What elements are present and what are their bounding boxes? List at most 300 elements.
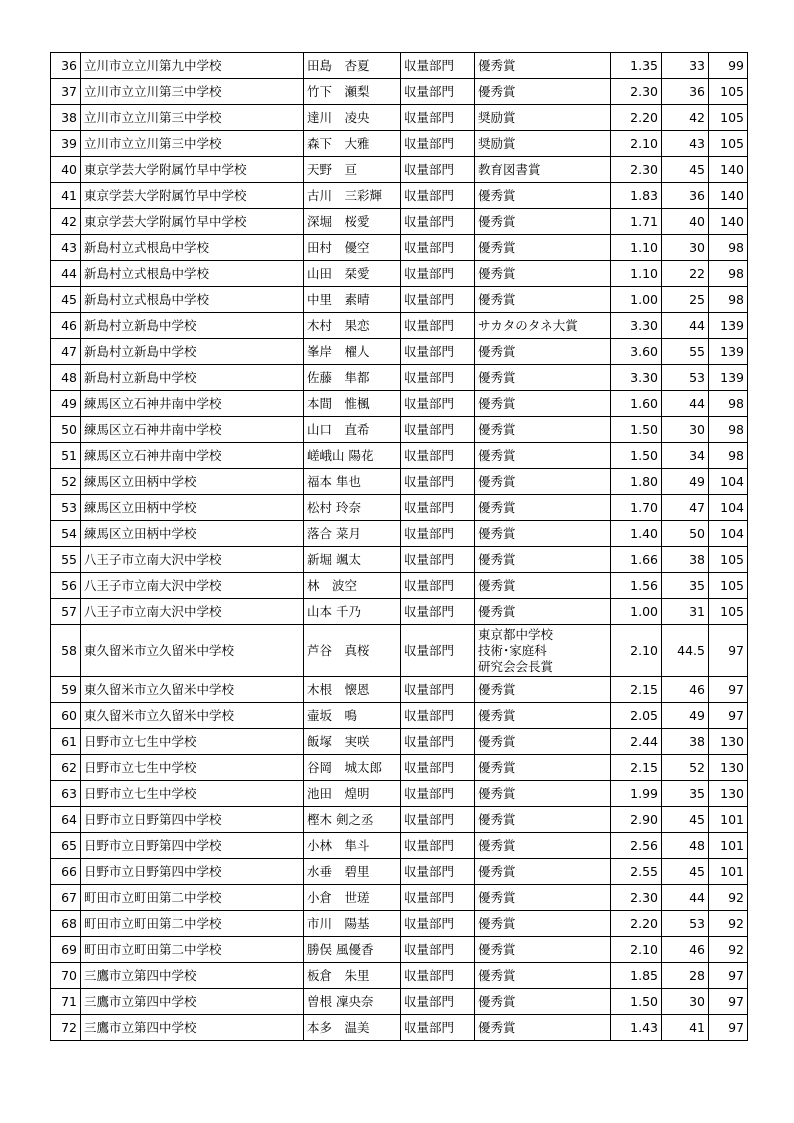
value-1-cell: 1.60 — [611, 391, 662, 417]
award-cell: 優秀賞 — [475, 209, 611, 235]
value-3-cell: 105 — [709, 79, 748, 105]
value-1-cell: 2.55 — [611, 859, 662, 885]
student-name-cell: 飯塚 実咲 — [304, 729, 401, 755]
table-row — [51, 235, 748, 261]
value-1-cell: 2.30 — [611, 79, 662, 105]
value-2-cell: 34 — [662, 443, 709, 469]
row-number-cell: 39 — [51, 131, 81, 157]
category-cell: 収量部門 — [401, 625, 475, 677]
school-name-cell: 日野市立七生中学校 — [81, 755, 304, 781]
value-2-cell: 31 — [662, 599, 709, 625]
row-number-cell: 45 — [51, 287, 81, 313]
student-name-cell: 古川 三彩輝 — [304, 183, 401, 209]
award-cell: 優秀賞 — [475, 677, 611, 703]
student-name-cell: 田島 杏夏 — [304, 53, 401, 79]
value-3-cell: 101 — [709, 859, 748, 885]
table-row — [51, 833, 748, 859]
student-name-cell: 木村 果恋 — [304, 313, 401, 339]
school-name-cell: 日野市立日野第四中学校 — [81, 859, 304, 885]
award-cell: 奨励賞 — [475, 105, 611, 131]
student-name-cell: 落合 菜月 — [304, 521, 401, 547]
student-name-cell: 木根 懐恩 — [304, 677, 401, 703]
value-1-cell: 1.35 — [611, 53, 662, 79]
category-cell: 収量部門 — [401, 1015, 475, 1041]
school-name-cell: 三鷹市立第四中学校 — [81, 1015, 304, 1041]
value-3-cell: 98 — [709, 417, 748, 443]
value-3-cell: 139 — [709, 365, 748, 391]
category-cell: 収量部門 — [401, 781, 475, 807]
award-cell: 優秀賞 — [475, 391, 611, 417]
value-3-cell: 97 — [709, 677, 748, 703]
value-2-cell: 53 — [662, 911, 709, 937]
value-3-cell: 99 — [709, 53, 748, 79]
student-name-cell: 深堀 桜愛 — [304, 209, 401, 235]
value-2-cell: 46 — [662, 937, 709, 963]
award-cell: 優秀賞 — [475, 521, 611, 547]
row-number-cell: 69 — [51, 937, 81, 963]
award-cell: 優秀賞 — [475, 781, 611, 807]
category-cell: 収量部門 — [401, 833, 475, 859]
value-2-cell: 44 — [662, 391, 709, 417]
student-name-cell: 中里 素晴 — [304, 287, 401, 313]
student-name-cell: 竹下 瀬梨 — [304, 79, 401, 105]
award-cell: 優秀賞 — [475, 573, 611, 599]
value-1-cell: 1.70 — [611, 495, 662, 521]
row-number-cell: 58 — [51, 625, 81, 677]
row-number-cell: 42 — [51, 209, 81, 235]
category-cell: 収量部門 — [401, 807, 475, 833]
student-name-cell: 山田 栞愛 — [304, 261, 401, 287]
award-cell: 奨励賞 — [475, 131, 611, 157]
value-2-cell: 38 — [662, 729, 709, 755]
row-number-cell: 47 — [51, 339, 81, 365]
value-2-cell: 28 — [662, 963, 709, 989]
category-cell: 収量部門 — [401, 859, 475, 885]
value-3-cell: 92 — [709, 937, 748, 963]
student-name-cell: 達川 凌央 — [304, 105, 401, 131]
school-name-cell: 日野市立七生中学校 — [81, 781, 304, 807]
student-name-cell: 本間 惟楓 — [304, 391, 401, 417]
row-number-cell: 38 — [51, 105, 81, 131]
value-3-cell: 104 — [709, 521, 748, 547]
value-3-cell: 98 — [709, 261, 748, 287]
category-cell: 収量部門 — [401, 677, 475, 703]
value-3-cell: 98 — [709, 235, 748, 261]
row-number-cell: 48 — [51, 365, 81, 391]
award-cell: 優秀賞 — [475, 547, 611, 573]
school-name-cell: 日野市立日野第四中学校 — [81, 807, 304, 833]
value-3-cell: 97 — [709, 989, 748, 1015]
table-row — [51, 261, 748, 287]
student-name-cell: 峯岸 櫂人 — [304, 339, 401, 365]
value-3-cell: 139 — [709, 313, 748, 339]
school-name-cell: 新島村立新島中学校 — [81, 313, 304, 339]
student-name-cell: 市川 陽基 — [304, 911, 401, 937]
value-2-cell: 22 — [662, 261, 709, 287]
table-row — [51, 911, 748, 937]
category-cell: 収量部門 — [401, 313, 475, 339]
row-number-cell: 43 — [51, 235, 81, 261]
award-cell: サカタのタネ大賞 — [475, 313, 611, 339]
row-number-cell: 55 — [51, 547, 81, 573]
value-1-cell: 2.20 — [611, 911, 662, 937]
school-name-cell: 新島村立式根島中学校 — [81, 287, 304, 313]
row-number-cell: 51 — [51, 443, 81, 469]
row-number-cell: 44 — [51, 261, 81, 287]
row-number-cell: 50 — [51, 417, 81, 443]
student-name-cell: 芦谷 真桜 — [304, 625, 401, 677]
school-name-cell: 新島村立新島中学校 — [81, 339, 304, 365]
award-cell: 優秀賞 — [475, 859, 611, 885]
student-name-cell: 小林 隼斗 — [304, 833, 401, 859]
row-number-cell: 36 — [51, 53, 81, 79]
category-cell: 収量部門 — [401, 963, 475, 989]
value-2-cell: 36 — [662, 183, 709, 209]
student-name-cell: 森下 大雅 — [304, 131, 401, 157]
value-1-cell: 1.00 — [611, 599, 662, 625]
award-cell: 優秀賞 — [475, 365, 611, 391]
table-row — [51, 859, 748, 885]
school-name-cell: 練馬区立田柄中学校 — [81, 495, 304, 521]
value-2-cell: 36 — [662, 79, 709, 105]
award-cell: 優秀賞 — [475, 755, 611, 781]
student-name-cell: 壷坂 鳴 — [304, 703, 401, 729]
award-line: 東京都中学校 — [478, 626, 554, 642]
table-row — [51, 1015, 748, 1041]
value-2-cell: 52 — [662, 755, 709, 781]
table-row — [51, 625, 748, 677]
table-row — [51, 781, 748, 807]
category-cell: 収量部門 — [401, 209, 475, 235]
row-number-cell: 37 — [51, 79, 81, 105]
value-2-cell: 38 — [662, 547, 709, 573]
category-cell: 収量部門 — [401, 521, 475, 547]
table-row — [51, 703, 748, 729]
table-row — [51, 391, 748, 417]
category-cell: 収量部門 — [401, 937, 475, 963]
row-number-cell: 70 — [51, 963, 81, 989]
award-cell: 優秀賞 — [475, 469, 611, 495]
value-1-cell: 1.50 — [611, 417, 662, 443]
award-cell: 優秀賞 — [475, 495, 611, 521]
table-row — [51, 157, 748, 183]
value-1-cell: 1.00 — [611, 287, 662, 313]
table-row — [51, 807, 748, 833]
value-2-cell: 44 — [662, 313, 709, 339]
value-2-cell: 40 — [662, 209, 709, 235]
award-cell: 優秀賞 — [475, 599, 611, 625]
school-name-cell: 八王子市立南大沢中学校 — [81, 547, 304, 573]
school-name-cell: 立川市立立川第三中学校 — [81, 105, 304, 131]
school-name-cell: 新島村立式根島中学校 — [81, 235, 304, 261]
row-number-cell: 62 — [51, 755, 81, 781]
table-row — [51, 547, 748, 573]
award-cell: 優秀賞 — [475, 963, 611, 989]
school-name-cell: 練馬区立石神井南中学校 — [81, 391, 304, 417]
value-3-cell: 130 — [709, 781, 748, 807]
value-1-cell: 1.43 — [611, 1015, 662, 1041]
table-row — [51, 443, 748, 469]
student-name-cell: 山本 千乃 — [304, 599, 401, 625]
row-number-cell: 41 — [51, 183, 81, 209]
award-line: 研究会会長賞 — [478, 658, 554, 674]
value-1-cell: 1.85 — [611, 963, 662, 989]
value-3-cell: 97 — [709, 703, 748, 729]
table-row — [51, 313, 748, 339]
value-2-cell: 47 — [662, 495, 709, 521]
value-2-cell: 55 — [662, 339, 709, 365]
table-row — [51, 521, 748, 547]
school-name-cell: 新島村立式根島中学校 — [81, 261, 304, 287]
award-cell: 優秀賞 — [475, 183, 611, 209]
value-3-cell: 105 — [709, 573, 748, 599]
award-cell: 優秀賞 — [475, 53, 611, 79]
student-name-cell: 福本 隼也 — [304, 469, 401, 495]
value-2-cell: 30 — [662, 235, 709, 261]
school-name-cell: 練馬区立石神井南中学校 — [81, 417, 304, 443]
category-cell: 収量部門 — [401, 131, 475, 157]
row-number-cell: 40 — [51, 157, 81, 183]
award-cell: 優秀賞 — [475, 807, 611, 833]
school-name-cell: 東京学芸大学附属竹早中学校 — [81, 183, 304, 209]
value-1-cell: 1.10 — [611, 235, 662, 261]
value-2-cell: 44 — [662, 885, 709, 911]
award-cell: 優秀賞 — [475, 339, 611, 365]
value-3-cell: 92 — [709, 885, 748, 911]
results-table — [50, 52, 748, 1041]
value-2-cell: 30 — [662, 417, 709, 443]
student-name-cell: 板倉 朱里 — [304, 963, 401, 989]
award-cell: 優秀賞 — [475, 937, 611, 963]
student-name-cell: 樫木 剣之丞 — [304, 807, 401, 833]
school-name-cell: 町田市立町田第二中学校 — [81, 911, 304, 937]
row-number-cell: 67 — [51, 885, 81, 911]
table-row — [51, 729, 748, 755]
school-name-cell: 町田市立町田第二中学校 — [81, 885, 304, 911]
value-1-cell: 2.15 — [611, 677, 662, 703]
category-cell: 収量部門 — [401, 53, 475, 79]
table-row — [51, 937, 748, 963]
value-1-cell: 1.40 — [611, 521, 662, 547]
row-number-cell: 66 — [51, 859, 81, 885]
value-3-cell: 92 — [709, 911, 748, 937]
school-name-cell: 東久留米市立久留米中学校 — [81, 677, 304, 703]
school-name-cell: 東京学芸大学附属竹早中学校 — [81, 209, 304, 235]
value-1-cell: 1.56 — [611, 573, 662, 599]
value-1-cell: 1.50 — [611, 443, 662, 469]
student-name-cell: 水垂 碧里 — [304, 859, 401, 885]
category-cell: 収量部門 — [401, 287, 475, 313]
school-name-cell: 日野市立日野第四中学校 — [81, 833, 304, 859]
school-name-cell: 立川市立立川第九中学校 — [81, 53, 304, 79]
row-number-cell: 46 — [51, 313, 81, 339]
table-row — [51, 573, 748, 599]
value-3-cell: 104 — [709, 495, 748, 521]
student-name-cell: 本多 温美 — [304, 1015, 401, 1041]
category-cell: 収量部門 — [401, 261, 475, 287]
student-name-cell: 池田 煌明 — [304, 781, 401, 807]
student-name-cell: 田村 優空 — [304, 235, 401, 261]
row-number-cell: 59 — [51, 677, 81, 703]
award-cell: 優秀賞 — [475, 885, 611, 911]
value-3-cell: 97 — [709, 963, 748, 989]
value-1-cell: 2.10 — [611, 625, 662, 677]
school-name-cell: 三鷹市立第四中学校 — [81, 989, 304, 1015]
student-name-cell: 林 波空 — [304, 573, 401, 599]
value-1-cell: 2.15 — [611, 755, 662, 781]
school-name-cell: 三鷹市立第四中学校 — [81, 963, 304, 989]
value-2-cell: 25 — [662, 287, 709, 313]
value-3-cell: 140 — [709, 183, 748, 209]
value-2-cell: 35 — [662, 573, 709, 599]
table-row — [51, 755, 748, 781]
category-cell: 収量部門 — [401, 495, 475, 521]
value-3-cell: 97 — [709, 625, 748, 677]
value-2-cell: 48 — [662, 833, 709, 859]
value-3-cell: 104 — [709, 469, 748, 495]
table-row — [51, 989, 748, 1015]
value-1-cell: 1.71 — [611, 209, 662, 235]
category-cell: 収量部門 — [401, 989, 475, 1015]
value-1-cell: 2.44 — [611, 729, 662, 755]
school-name-cell: 東久留米市立久留米中学校 — [81, 703, 304, 729]
category-cell: 収量部門 — [401, 79, 475, 105]
value-3-cell: 140 — [709, 157, 748, 183]
value-1-cell: 1.80 — [611, 469, 662, 495]
table-row — [51, 599, 748, 625]
school-name-cell: 練馬区立石神井南中学校 — [81, 443, 304, 469]
value-2-cell: 42 — [662, 105, 709, 131]
table-row — [51, 417, 748, 443]
results-table-body — [51, 53, 748, 1041]
row-number-cell: 57 — [51, 599, 81, 625]
award-cell: 優秀賞 — [475, 1015, 611, 1041]
table-row — [51, 287, 748, 313]
category-cell: 収量部門 — [401, 469, 475, 495]
student-name-cell: 曽根 凜央奈 — [304, 989, 401, 1015]
value-1-cell: 3.60 — [611, 339, 662, 365]
award-cell: 優秀賞 — [475, 443, 611, 469]
award-cell: 優秀賞 — [475, 989, 611, 1015]
table-row — [51, 963, 748, 989]
student-name-cell: 小倉 世瑳 — [304, 885, 401, 911]
value-2-cell: 49 — [662, 469, 709, 495]
award-cell: 優秀賞 — [475, 417, 611, 443]
table-row — [51, 183, 748, 209]
value-2-cell: 33 — [662, 53, 709, 79]
row-number-cell: 65 — [51, 833, 81, 859]
value-1-cell: 3.30 — [611, 313, 662, 339]
student-name-cell: 嵯峨山 陽花 — [304, 443, 401, 469]
category-cell: 収量部門 — [401, 755, 475, 781]
category-cell: 収量部門 — [401, 365, 475, 391]
award-line: 技術･家庭科 — [478, 642, 547, 658]
award-cell: 優秀賞 — [475, 729, 611, 755]
value-1-cell: 2.56 — [611, 833, 662, 859]
category-cell: 収量部門 — [401, 703, 475, 729]
value-1-cell: 2.20 — [611, 105, 662, 131]
value-3-cell: 140 — [709, 209, 748, 235]
row-number-cell: 60 — [51, 703, 81, 729]
value-1-cell: 2.05 — [611, 703, 662, 729]
value-2-cell: 45 — [662, 157, 709, 183]
award-cell: 優秀賞 — [475, 833, 611, 859]
award-cell: 優秀賞 — [475, 235, 611, 261]
value-3-cell: 105 — [709, 131, 748, 157]
category-cell: 収量部門 — [401, 105, 475, 131]
value-1-cell: 2.10 — [611, 131, 662, 157]
value-3-cell: 98 — [709, 443, 748, 469]
student-name-cell: 天野 亘 — [304, 157, 401, 183]
table-row — [51, 53, 748, 79]
row-number-cell: 53 — [51, 495, 81, 521]
table-row — [51, 131, 748, 157]
award-cell: 優秀賞 — [475, 287, 611, 313]
row-number-cell: 52 — [51, 469, 81, 495]
value-3-cell: 101 — [709, 807, 748, 833]
row-number-cell: 72 — [51, 1015, 81, 1041]
school-name-cell: 町田市立町田第二中学校 — [81, 937, 304, 963]
school-name-cell: 八王子市立南大沢中学校 — [81, 573, 304, 599]
value-2-cell: 46 — [662, 677, 709, 703]
school-name-cell: 日野市立七生中学校 — [81, 729, 304, 755]
student-name-cell: 勝俣 風優香 — [304, 937, 401, 963]
row-number-cell: 64 — [51, 807, 81, 833]
category-cell: 収量部門 — [401, 885, 475, 911]
row-number-cell: 54 — [51, 521, 81, 547]
row-number-cell: 63 — [51, 781, 81, 807]
value-1-cell: 2.30 — [611, 885, 662, 911]
value-2-cell: 53 — [662, 365, 709, 391]
value-2-cell: 50 — [662, 521, 709, 547]
value-3-cell: 98 — [709, 287, 748, 313]
category-cell: 収量部門 — [401, 183, 475, 209]
row-number-cell: 56 — [51, 573, 81, 599]
category-cell: 収量部門 — [401, 547, 475, 573]
value-1-cell: 1.50 — [611, 989, 662, 1015]
value-1-cell: 1.99 — [611, 781, 662, 807]
value-1-cell: 3.30 — [611, 365, 662, 391]
value-3-cell: 130 — [709, 729, 748, 755]
value-2-cell: 41 — [662, 1015, 709, 1041]
table-row — [51, 365, 748, 391]
award-cell: 優秀賞 — [475, 703, 611, 729]
category-cell: 収量部門 — [401, 443, 475, 469]
value-2-cell: 45 — [662, 807, 709, 833]
row-number-cell: 49 — [51, 391, 81, 417]
value-3-cell: 139 — [709, 339, 748, 365]
value-2-cell: 45 — [662, 859, 709, 885]
table-row — [51, 469, 748, 495]
row-number-cell: 61 — [51, 729, 81, 755]
category-cell: 収量部門 — [401, 599, 475, 625]
school-name-cell: 練馬区立田柄中学校 — [81, 521, 304, 547]
table-row — [51, 885, 748, 911]
value-1-cell: 2.90 — [611, 807, 662, 833]
category-cell: 収量部門 — [401, 911, 475, 937]
award-cell — [475, 625, 611, 677]
table-row — [51, 495, 748, 521]
student-name-cell: 新堀 颯太 — [304, 547, 401, 573]
value-3-cell: 105 — [709, 547, 748, 573]
value-1-cell: 1.83 — [611, 183, 662, 209]
student-name-cell: 松村 玲奈 — [304, 495, 401, 521]
school-name-cell: 立川市立立川第三中学校 — [81, 131, 304, 157]
row-number-cell: 71 — [51, 989, 81, 1015]
value-3-cell: 98 — [709, 391, 748, 417]
school-name-cell: 練馬区立田柄中学校 — [81, 469, 304, 495]
category-cell: 収量部門 — [401, 573, 475, 599]
